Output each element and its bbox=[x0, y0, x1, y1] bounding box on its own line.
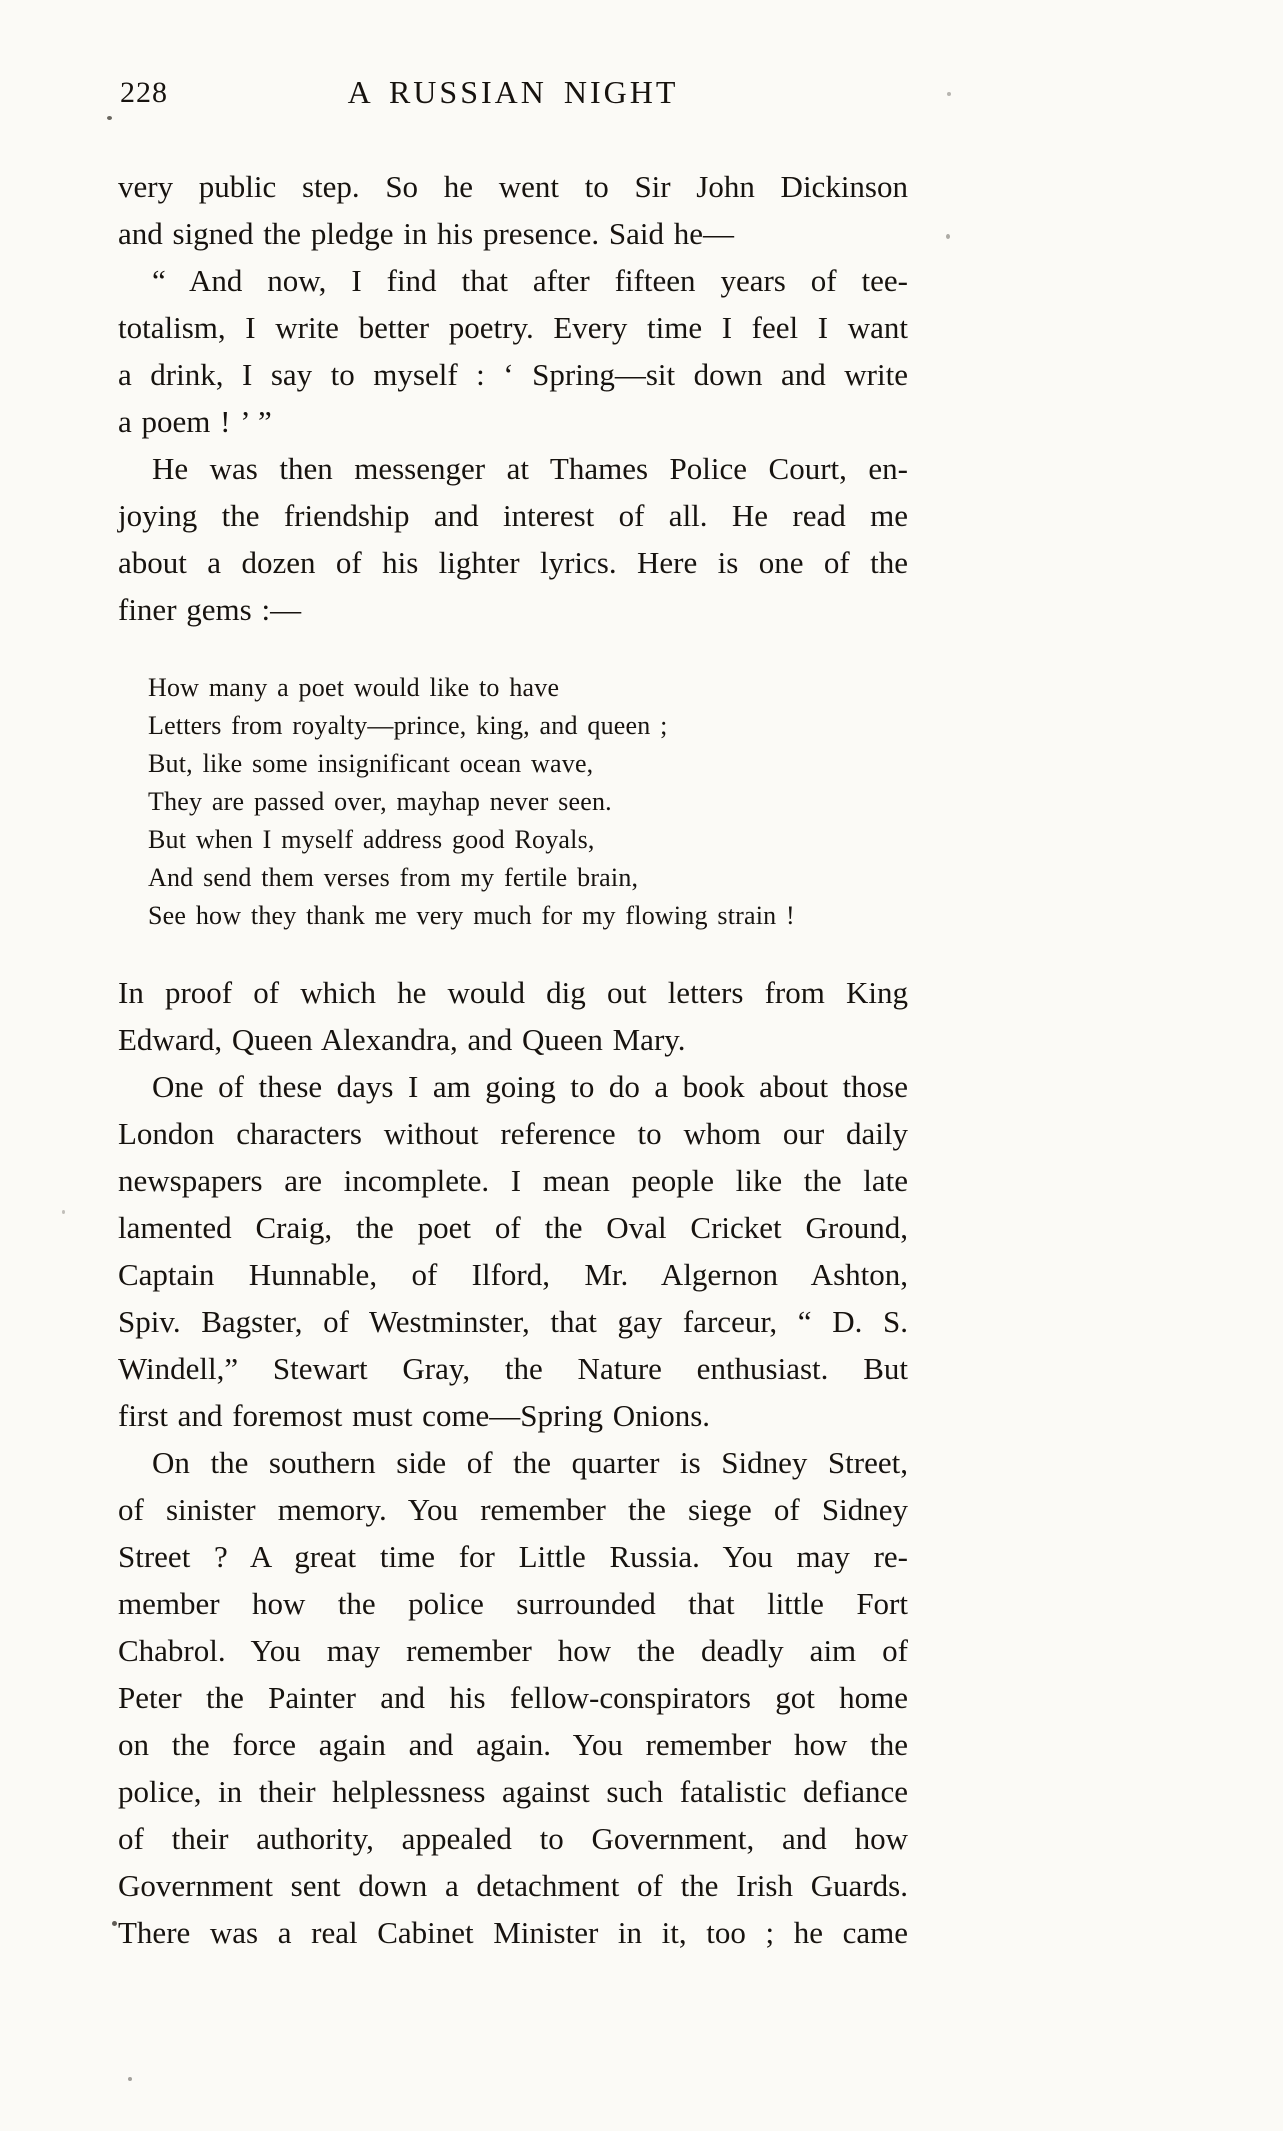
scan-speck bbox=[62, 1210, 65, 1214]
text-line: But, like some insignificant ocean wave, bbox=[148, 749, 594, 778]
text-line: One of these days I am going to do a book about those bbox=[152, 1069, 908, 1104]
text-line: Edward, Queen Alexandra, and Queen Mary. bbox=[118, 1022, 686, 1057]
text-line: about a dozen of his lighter lyrics. Here is one of the bbox=[118, 545, 908, 580]
scan-speck bbox=[107, 116, 112, 120]
text-line: member how the police surrounded that little Fort bbox=[118, 1586, 908, 1621]
page-body bbox=[118, 163, 908, 1956]
text-line: See how they thank me very much for my flowing strain ! bbox=[148, 901, 795, 930]
poem-block bbox=[148, 669, 908, 935]
text-line: of their authority, appealed to Government, and how bbox=[118, 1821, 908, 1856]
paragraph bbox=[118, 969, 908, 1063]
text-line: But when I myself address good Royals, bbox=[148, 825, 595, 854]
text-line: On the southern side of the quarter is Sidney Street, bbox=[152, 1445, 908, 1480]
text-line: He was then messenger at Thames Police Court, en- bbox=[152, 451, 908, 486]
page-header bbox=[118, 72, 908, 119]
text-line: of sinister memory. You remember the siege of Sidney bbox=[118, 1492, 908, 1527]
paragraph bbox=[118, 445, 908, 633]
text-line: “ And now, I find that after fifteen years of tee- bbox=[152, 263, 908, 298]
text-line: police, in their helplessness against such fatalistic defiance bbox=[118, 1774, 908, 1809]
text-line: In proof of which he would dig out letters from King bbox=[118, 975, 908, 1010]
text-line: totalism, I write better poetry. Every time I feel I want bbox=[118, 310, 908, 345]
text-line: London characters without reference to whom our daily bbox=[118, 1116, 908, 1151]
scan-speck bbox=[947, 92, 951, 96]
page-number: 228 bbox=[120, 76, 168, 109]
paragraph bbox=[118, 1063, 908, 1439]
running-title: A RUSSIAN NIGHT bbox=[347, 74, 679, 110]
text-line: Windell,” Stewart Gray, the Nature enthusiast. But bbox=[118, 1351, 908, 1386]
text-line: Chabrol. You may remember how the deadly aim of bbox=[118, 1633, 908, 1668]
text-line: They are passed over, mayhap never seen. bbox=[148, 787, 612, 816]
text-line: a drink, I say to myself : ‘ Spring—sit down and write bbox=[118, 357, 908, 392]
text-column bbox=[118, 72, 908, 1956]
paragraph bbox=[118, 257, 908, 445]
text-line: Letters from royalty—prince, king, and queen ; bbox=[148, 711, 668, 740]
scan-speck bbox=[112, 1921, 117, 1926]
scan-speck bbox=[128, 2077, 132, 2081]
text-line: Government sent down a detachment of the Irish Guards. bbox=[118, 1868, 908, 1903]
text-line: newspapers are incomplete. I mean people like the late bbox=[118, 1163, 908, 1198]
text-line: And send them verses from my fertile brain, bbox=[148, 863, 639, 892]
text-line: finer gems :— bbox=[118, 592, 302, 627]
text-line: joying the friendship and interest of all. He read me bbox=[118, 498, 908, 533]
text-line: on the force again and again. You remember how the bbox=[118, 1727, 908, 1762]
text-line: Street ? A great time for Little Russia. You may re- bbox=[118, 1539, 908, 1574]
text-line: Spiv. Bagster, of Westminster, that gay farceur, “ D. S. bbox=[118, 1304, 908, 1339]
text-line: lamented Craig, the poet of the Oval Cricket Ground, bbox=[118, 1210, 908, 1245]
text-line: How many a poet would like to have bbox=[148, 673, 560, 702]
text-line: There was a real Cabinet Minister in it, too ; he came bbox=[118, 1915, 908, 1950]
paragraph bbox=[118, 1439, 908, 1956]
scan-speck bbox=[946, 234, 950, 239]
text-line: very public step. So he went to Sir John Dickinson bbox=[118, 169, 908, 204]
text-line: Captain Hunnable, of Ilford, Mr. Algernon Ashton, bbox=[118, 1257, 908, 1292]
text-line: first and foremost must come—Spring Onions. bbox=[118, 1398, 711, 1433]
text-line: and signed the pledge in his presence. Said he— bbox=[118, 216, 735, 251]
text-line: Peter the Painter and his fellow-conspirators got home bbox=[118, 1680, 908, 1715]
paragraph bbox=[118, 163, 908, 257]
text-line: a poem ! ’ ” bbox=[118, 404, 272, 439]
